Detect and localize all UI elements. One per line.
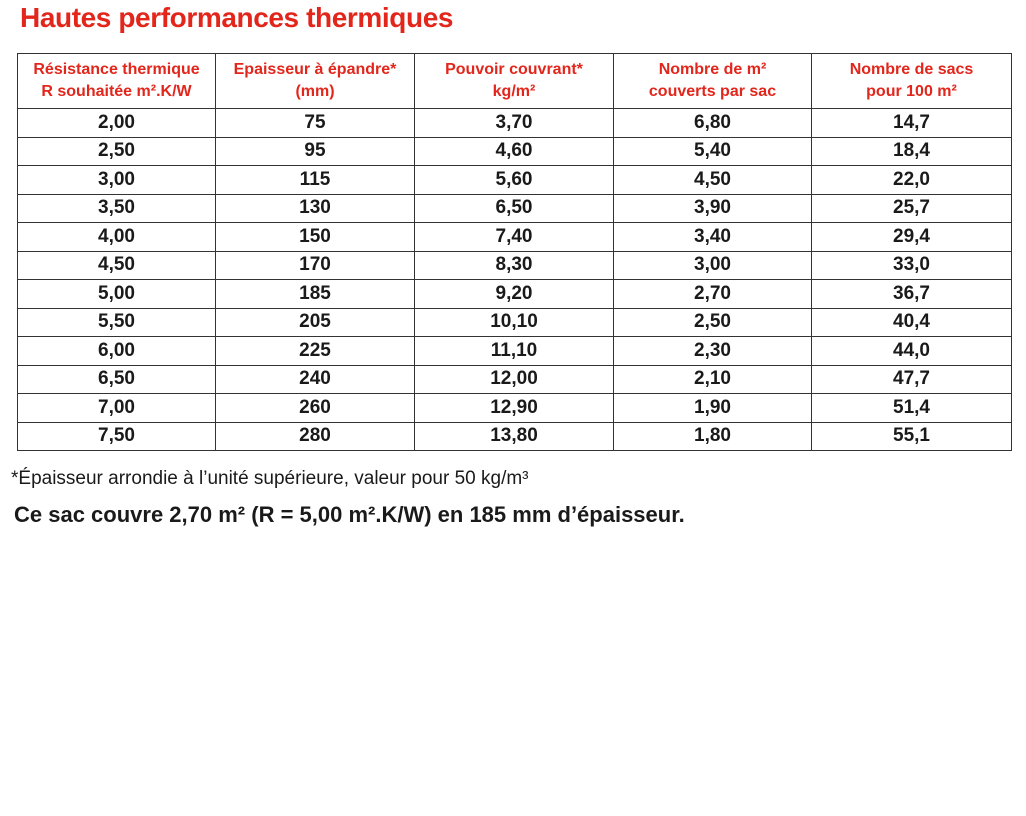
header-line: Résistance thermique xyxy=(33,61,200,78)
cell-coverage: 12,00 xyxy=(415,365,614,394)
cell-bags-per-100: 14,7 xyxy=(812,109,1012,138)
cell-coverage: 13,80 xyxy=(415,422,614,451)
cell-thickness: 130 xyxy=(216,194,415,223)
table-row xyxy=(18,337,1012,366)
cell-area-per-bag: 3,00 xyxy=(614,251,812,280)
cell-area-per-bag: 2,50 xyxy=(614,308,812,337)
cell-coverage: 8,30 xyxy=(415,251,614,280)
cell-resistance: 3,00 xyxy=(18,166,216,195)
footnote: *Épaisseur arrondie à l’unité supérieure, valeur pour 50 kg/m³ xyxy=(11,468,529,489)
cell-coverage: 6,50 xyxy=(415,194,614,223)
cell-bags-per-100: 18,4 xyxy=(812,137,1012,166)
header-thermal-resistance xyxy=(18,54,216,109)
cell-bags-per-100: 44,0 xyxy=(812,337,1012,366)
table-row xyxy=(18,137,1012,166)
cell-resistance: 4,50 xyxy=(18,251,216,280)
header-area-per-bag xyxy=(614,54,812,109)
table-row xyxy=(18,280,1012,309)
cell-coverage: 5,60 xyxy=(415,166,614,195)
cell-coverage: 4,60 xyxy=(415,137,614,166)
cell-bags-per-100: 36,7 xyxy=(812,280,1012,309)
cell-thickness: 115 xyxy=(216,166,415,195)
header-line: Pouvoir couvrant* xyxy=(445,61,583,78)
cell-resistance: 3,50 xyxy=(18,194,216,223)
cell-thickness: 170 xyxy=(216,251,415,280)
cell-area-per-bag: 2,70 xyxy=(614,280,812,309)
cell-coverage: 12,90 xyxy=(415,394,614,423)
header-thickness xyxy=(216,54,415,109)
thermal-performance-table xyxy=(17,53,1012,451)
cell-area-per-bag: 2,10 xyxy=(614,365,812,394)
cell-area-per-bag: 1,90 xyxy=(614,394,812,423)
cell-thickness: 280 xyxy=(216,422,415,451)
cell-thickness: 225 xyxy=(216,337,415,366)
cell-resistance: 5,00 xyxy=(18,280,216,309)
cell-bags-per-100: 25,7 xyxy=(812,194,1012,223)
cell-thickness: 185 xyxy=(216,280,415,309)
cell-thickness: 205 xyxy=(216,308,415,337)
header-line: R souhaitée m².K/W xyxy=(41,83,192,100)
cell-area-per-bag: 3,90 xyxy=(614,194,812,223)
header-line: couverts par sac xyxy=(648,83,777,100)
cell-coverage: 9,20 xyxy=(415,280,614,309)
cell-coverage: 3,70 xyxy=(415,109,614,138)
header-bags-per-100m2 xyxy=(812,54,1012,109)
cell-bags-per-100: 33,0 xyxy=(812,251,1012,280)
cell-thickness: 260 xyxy=(216,394,415,423)
header-line: kg/m² xyxy=(492,83,536,100)
cell-area-per-bag: 6,80 xyxy=(614,109,812,138)
cell-thickness: 240 xyxy=(216,365,415,394)
table-row xyxy=(18,422,1012,451)
cell-resistance: 6,00 xyxy=(18,337,216,366)
table-row xyxy=(18,394,1012,423)
cell-coverage: 10,10 xyxy=(415,308,614,337)
cell-resistance: 5,50 xyxy=(18,308,216,337)
cell-coverage: 7,40 xyxy=(415,223,614,252)
header-coverage-power xyxy=(415,54,614,109)
cell-bags-per-100: 22,0 xyxy=(812,166,1012,195)
cell-resistance: 7,50 xyxy=(18,422,216,451)
cell-bags-per-100: 40,4 xyxy=(812,308,1012,337)
cell-bags-per-100: 47,7 xyxy=(812,365,1012,394)
cell-area-per-bag: 4,50 xyxy=(614,166,812,195)
table-row xyxy=(18,166,1012,195)
cell-area-per-bag: 1,80 xyxy=(614,422,812,451)
cell-resistance: 4,00 xyxy=(18,223,216,252)
cell-resistance: 6,50 xyxy=(18,365,216,394)
table-row xyxy=(18,194,1012,223)
page-title: Hautes performances thermiques xyxy=(20,2,454,33)
table-row xyxy=(18,365,1012,394)
table-row xyxy=(18,308,1012,337)
cell-area-per-bag: 5,40 xyxy=(614,137,812,166)
header-line: pour 100 m² xyxy=(866,83,957,100)
cell-resistance: 2,50 xyxy=(18,137,216,166)
cell-thickness: 150 xyxy=(216,223,415,252)
header-line: Epaisseur à épandre* xyxy=(233,61,397,78)
table-row xyxy=(18,109,1012,138)
cell-resistance: 2,00 xyxy=(18,109,216,138)
cell-thickness: 95 xyxy=(216,137,415,166)
table-header-row xyxy=(18,54,1012,109)
cell-resistance: 7,00 xyxy=(18,394,216,423)
cell-area-per-bag: 3,40 xyxy=(614,223,812,252)
table-row xyxy=(18,251,1012,280)
header-line: (mm) xyxy=(295,83,335,100)
cell-thickness: 75 xyxy=(216,109,415,138)
cell-area-per-bag: 2,30 xyxy=(614,337,812,366)
header-line: Nombre de m² xyxy=(658,61,767,78)
cell-bags-per-100: 51,4 xyxy=(812,394,1012,423)
cell-coverage: 11,10 xyxy=(415,337,614,366)
coverage-statement: Ce sac couvre 2,70 m² (R = 5,00 m².K/W) en 185 mm d’épaisseur. xyxy=(14,502,685,527)
cell-bags-per-100: 55,1 xyxy=(812,422,1012,451)
cell-bags-per-100: 29,4 xyxy=(812,223,1012,252)
header-line: Nombre de sacs xyxy=(849,61,974,78)
table-row xyxy=(18,223,1012,252)
